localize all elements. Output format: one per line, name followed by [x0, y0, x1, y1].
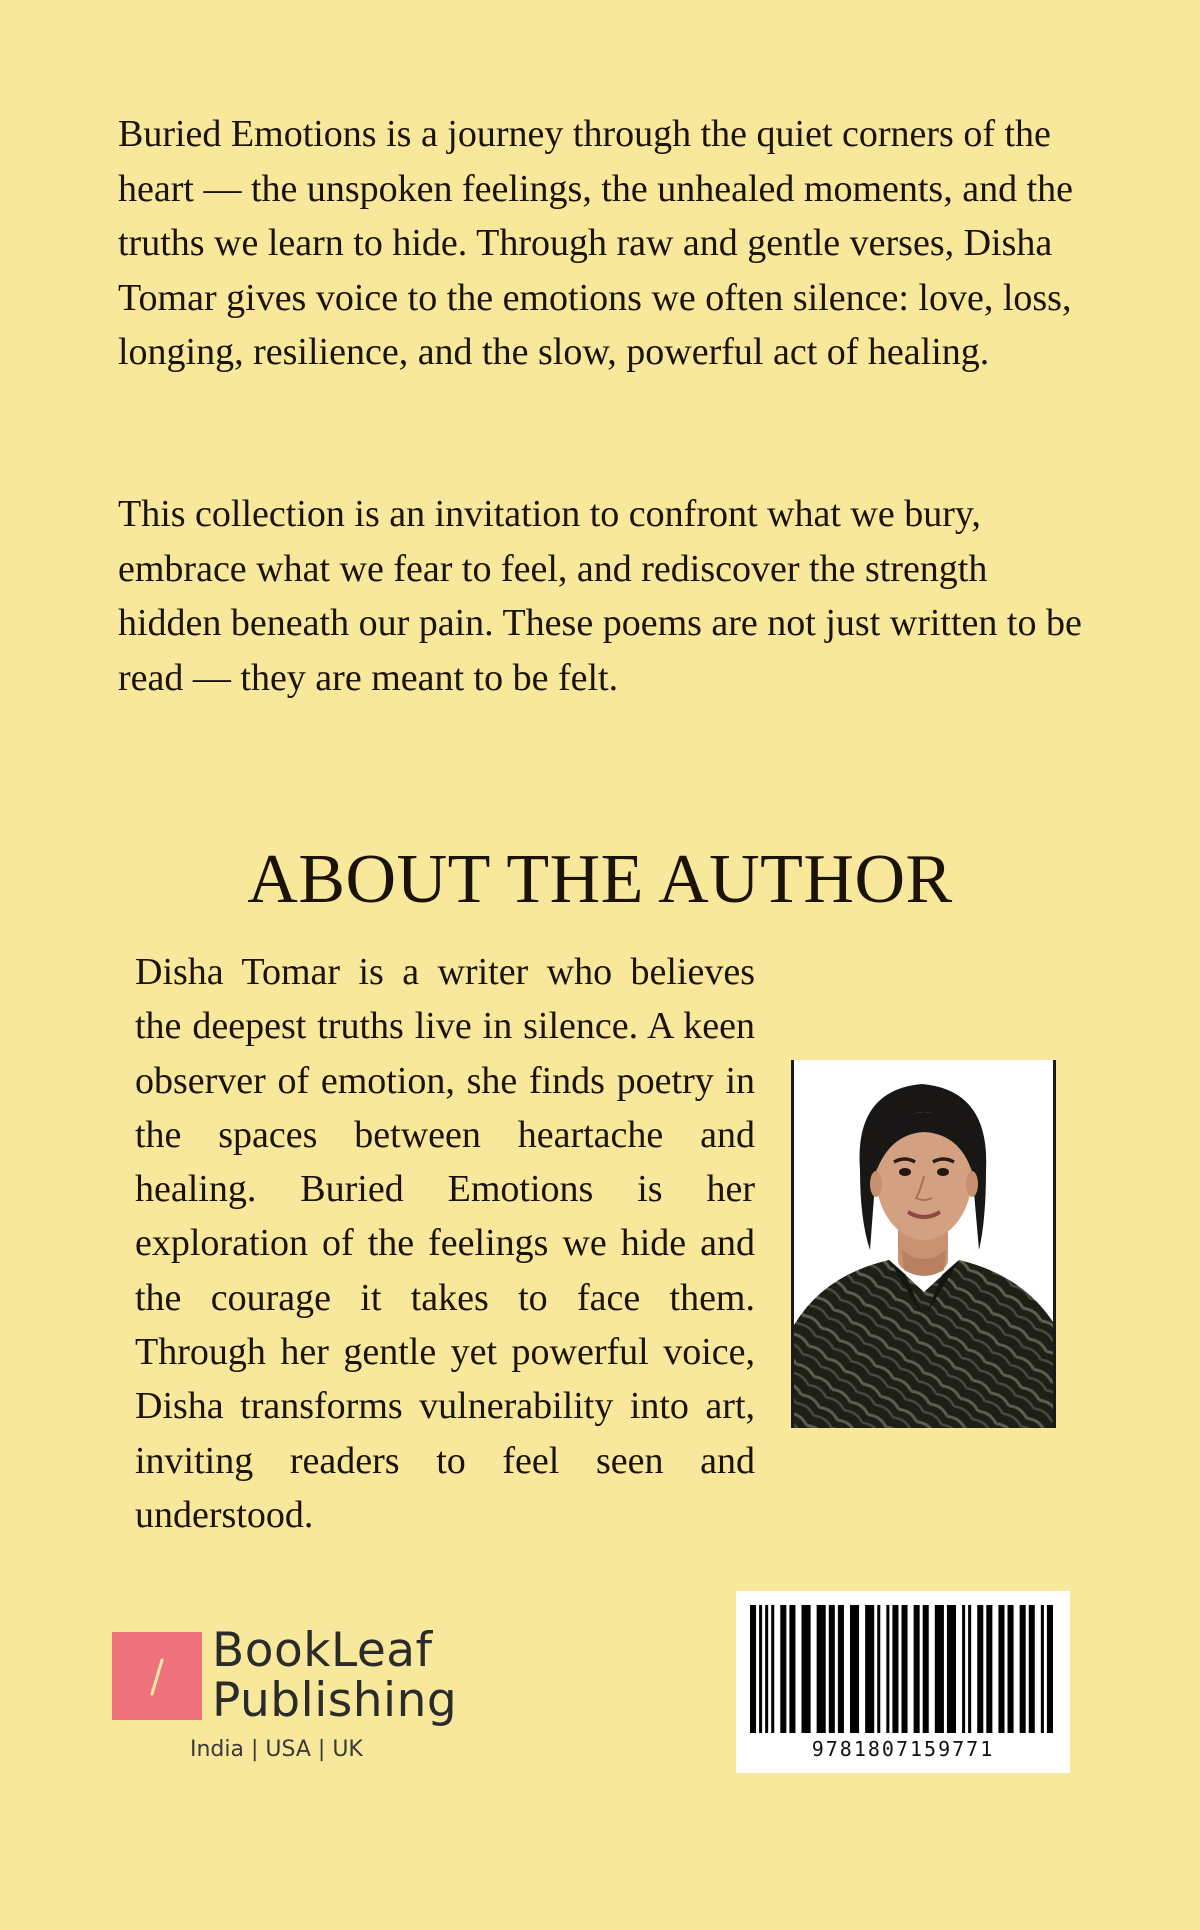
- barcode-bar: [914, 1605, 920, 1733]
- barcode-bar: [886, 1605, 889, 1733]
- barcode-bar: [977, 1605, 983, 1733]
- barcode-bar: [892, 1605, 898, 1733]
- barcode-bar: [1047, 1605, 1053, 1733]
- barcode-bar: [838, 1605, 844, 1733]
- barcode-bar: [771, 1605, 774, 1733]
- barcode-bar: [802, 1605, 811, 1733]
- blurb-paragraph-2: This collection is an invitation to confront what we bury, embrace what we fear to feel, and rediscover the strength hidden beneath our pain. These poems are not just written to be read — they are meant to be felt.: [118, 493, 1082, 699]
- isbn-number: 9781807159771: [811, 1737, 995, 1761]
- barcode-bars: [750, 1605, 1056, 1733]
- barcode-bar: [765, 1605, 768, 1733]
- about-author-heading: ABOUT THE AUTHOR: [247, 841, 953, 918]
- barcode-bar: [998, 1605, 1004, 1733]
- barcode-bar: [986, 1605, 992, 1733]
- blurb-paragraph-1: Buried Emotions is a journey through the quiet corners of the heart — the unspoken feelings, the unhealed moments, and the truths we learn to hide. Through raw and gentle verses, Disha Tomar gives voice to the emotions we often silence: love, loss, longing, resilience, and the slow, powerful act of healing.: [118, 113, 1074, 373]
- publisher-name: [212, 1623, 458, 1728]
- author-photo: [791, 1060, 1056, 1428]
- publisher-name-line-2: Publishing: [212, 1673, 458, 1728]
- barcode-bar: [780, 1605, 786, 1733]
- bookleaf-logo-icon: [112, 1632, 202, 1720]
- barcode-bar: [1008, 1605, 1014, 1733]
- barcode-bar: [829, 1605, 835, 1733]
- barcode-bar: [901, 1605, 907, 1733]
- barcode-bar: [865, 1605, 874, 1733]
- barcode-bar: [877, 1605, 880, 1733]
- barcode-bar: [1029, 1605, 1035, 1733]
- isbn-barcode: [736, 1591, 1070, 1773]
- barcode-bar: [750, 1605, 756, 1733]
- barcode-bar: [962, 1605, 965, 1733]
- barcode-bar: [947, 1605, 956, 1733]
- barcode-bar: [935, 1605, 944, 1733]
- barcode-bar: [817, 1605, 826, 1733]
- publisher-regions: India | USA | UK: [190, 1737, 363, 1762]
- barcode-bar: [789, 1605, 795, 1733]
- barcode-bar: [968, 1605, 971, 1733]
- barcode-bar: [759, 1605, 762, 1733]
- barcode-bar: [850, 1605, 859, 1733]
- barcode-bar: [1041, 1605, 1044, 1733]
- author-bio: Disha Tomar is a writer who believes the deepest truths live in silence. A keen observer of emotion, she finds poetry in the spaces between heartache and healing. Buried Emotions is her exploration of the feelings we hide and the courage it takes to face them. Through her gentle yet powerful voice, Disha transforms vulnerability into art, inviting readers to feel seen and understood.: [135, 951, 755, 1536]
- barcode-bar: [923, 1605, 929, 1733]
- publisher-name-line-1: BookLeaf: [212, 1623, 433, 1678]
- barcode-bar: [1020, 1605, 1026, 1733]
